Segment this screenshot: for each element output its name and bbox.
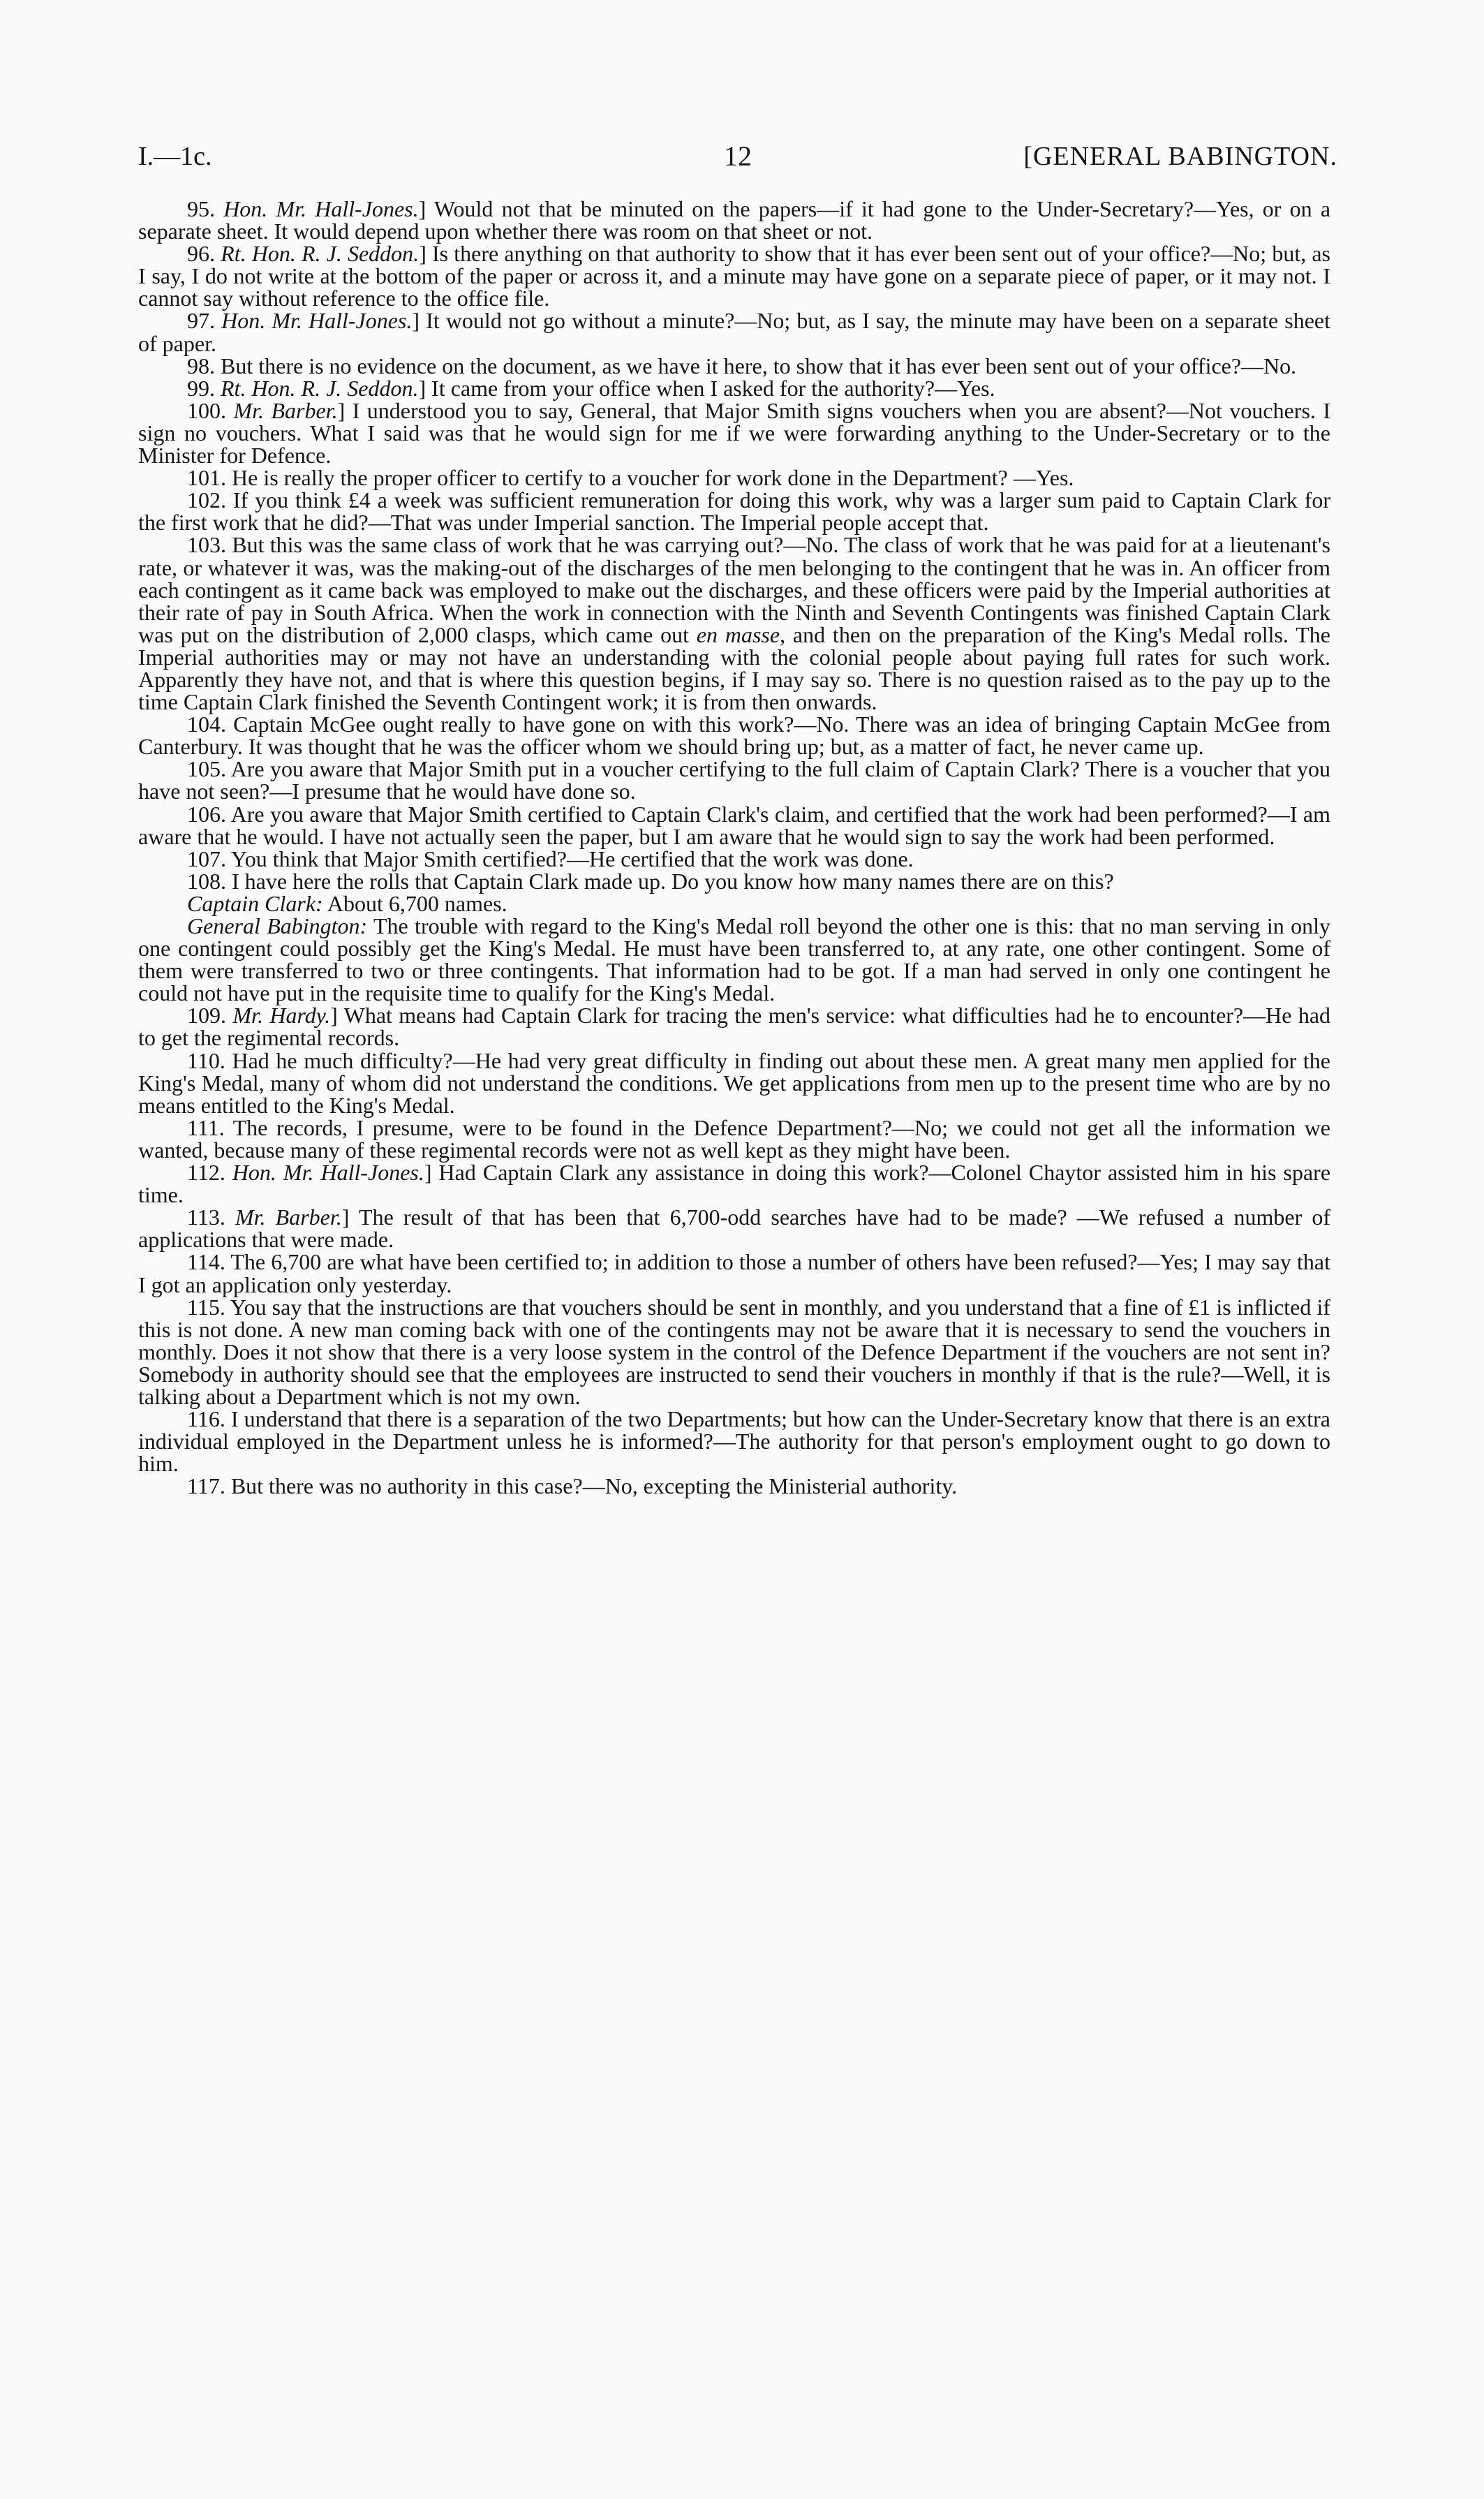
paragraph-106: 106. Are you aware that Major Smith certified to Captain Clark's claim, and certified that the work had been performed?—I am aware that he would. I have not actually seen the paper, but I am aware that he would sign to say the work had been performed. <box>138 801 1330 849</box>
paragraph-general-babington: General Babington: The trouble with regard to the King's Medal roll beyond the other one is this: that no man serving in only one contingent could possibly get the King's Medal. He must have been transferred to, at any rate, one other contingent. Some of them were transferred to two or three contingents. That information had to be got. If a man had served in only one contingent he could not have put in the requisite time to qualify for the King's Medal. <box>138 913 1330 1006</box>
paragraph-109: 109. Mr. Hardy.] What means had Captain Clark for tracing the men's service: what difficulties had he to encounter?—He had to get the regimental records. <box>138 1003 1331 1051</box>
paragraph-103: 103. But this was the same class of work that he was carrying out?—No. The class of work that he was paid for at a lieutenant's rate, or whatever it was, was the making-out of the discharges of the men belonging to the contingent that he was in. An officer from each contingent as it came back was employed to make out the discharges, and these officers were paid by the Imperial authorities at their rate of pay in South Africa. When the work in connection with the Ninth and Seventh Contingents was finished Captain Clark was put on the distribution of 2,000 clasps, which came out en masse, and then on the preparation of the King's Medal rolls. The Imperial authorities may or may not have an understanding with the colonial people about paying full rates for such work. Apparently they have not, and that is where this question begins, if I may say so. There is no question raised as to the pay up to the time Captain Clark finished the Seventh Contingent work; it is from then onwards. <box>138 532 1331 715</box>
document-code: I.—1c. <box>138 142 212 171</box>
paragraph-105: 105. Are you aware that Major Smith put in a voucher certifying to the full claim of Captain Clark? There is a voucher that you have not seen?—I presume that he would have done so. <box>138 756 1330 804</box>
paragraph-115: 115. You say that the instructions are that vouchers should be sent in monthly, and you understand that a fine of £1 is inflicted if this is not done. A new man coming back with one of the contingents may not be aware that it is necessary to send the vouchers in monthly. Does it not show that there is a very loose system in the control of the Defence Department if the vouchers are not sent in? Somebody in authority should see that the employees are instructed to send their vouchers in monthly if that is the rule?—Well, it is talking about a Department which is not my own. <box>138 1294 1330 1409</box>
paragraph-95: 95. Hon. Mr. Hall-Jones.] Would not that be minuted on the papers—if it had gone to the Under-Secretary?—Yes, or on a separate sheet. It would depend upon whether there was room on that sheet or not. <box>138 196 1331 244</box>
paragraph-111: 111. The records, I presume, were to be found in the Defence Department?—No; we could not get all the information we wanted, because many of these regimental records were not as well kept as they might have been. <box>138 1114 1330 1163</box>
evidence-text <box>138 198 1330 1497</box>
witness-name: [GENERAL BABINGTON. <box>1023 142 1337 171</box>
paragraph-102: 102. If you think £4 a week was sufficient remuneration for doing this work, why was a larger sum paid to Captain Clark for the first work that he did?—That was under Imperial sanction. The Imperial people accept that. <box>138 487 1330 536</box>
paragraph-107: 107. You think that Major Smith certified?—He certified that the work was done. <box>187 846 914 871</box>
paragraph-97: 97. Hon. Mr. Hall-Jones.] It would not go without a minute?—No; but, as I say, the minute may have been on a separate sheet of paper. <box>138 308 1331 356</box>
paragraph-98: 98. But there is no evidence on the document, as we have it here, to show that it has ever been sent out of your office?—No. <box>187 353 1297 378</box>
paragraph-96: 96. Rt. Hon. R. J. Seddon.] Is there anything on that authority to show that it has ever been sent out of your office?—No; but, as I say, I do not write at the bottom of the paper or across it, and a minute may have gone on a separate piece of paper, or it may not. I cannot say without reference to the office file. <box>138 241 1331 311</box>
paragraph-114: 114. The 6,700 are what have been certified to; in addition to those a number of others have been refused?—Yes; I may say that I got an application only yesterday. <box>138 1249 1330 1297</box>
paragraph-108: 108. I have here the rolls that Captain Clark made up. Do you know how many names there are on this? <box>187 868 1114 894</box>
paragraph-116: 116. I understand that there is a separation of the two Departments; but how can the Under-Secretary know that there is an extra individual employed in the Department unless he is informed?—The authority for that person's employment ought to go down to him. <box>138 1406 1330 1477</box>
page-number: 12 <box>724 140 752 172</box>
paragraph-104: 104. Captain McGee ought really to have gone on with this work?—No. There was an idea of bringing Captain McGee from Canterbury. It was thought that he was the officer whom we should bring up; but, as a matter of fact, he never came up. <box>138 712 1330 760</box>
running-header <box>138 137 1337 176</box>
paragraph-113: 113. Mr. Barber.] The result of that has been that 6,700-odd searches have had to be made? —We refused a number of applications that were made. <box>138 1204 1331 1253</box>
paragraph-99: 99. Rt. Hon. R. J. Seddon.] It came from your office when I asked for the authority?—Yes. <box>187 375 995 401</box>
paragraph-117: 117. But there was no authority in this case?—No, excepting the Ministerial authority. <box>187 1473 958 1499</box>
paragraph-110: 110. Had he much difficulty?—He had very great difficulty in finding out about these men. A great many men applied for the King's Medal, many of whom did not understand the conditions. We get applications from men up to the present time who are by no means entitled to the King's Medal. <box>138 1047 1330 1118</box>
paragraph-101: 101. He is really the proper officer to certify to a voucher for work done in the Department? —Yes. <box>187 465 1074 491</box>
paragraph-112: 112. Hon. Mr. Hall-Jones.] Had Captain Clark any assistance in doing this work?—Colonel Chaytor assisted him in his spare time. <box>138 1160 1331 1208</box>
paragraph-captain-clark: Captain Clark: About 6,700 names. <box>187 890 507 916</box>
paragraph-100: 100. Mr. Barber.] I understood you to say, General, that Major Smith signs vouchers when you are absent?—Not vouchers. I sign no vouchers. What I said was that he would sign for me if we were forwarding anything to the Under-Secretary or to the Minister for Defence. <box>138 397 1330 469</box>
